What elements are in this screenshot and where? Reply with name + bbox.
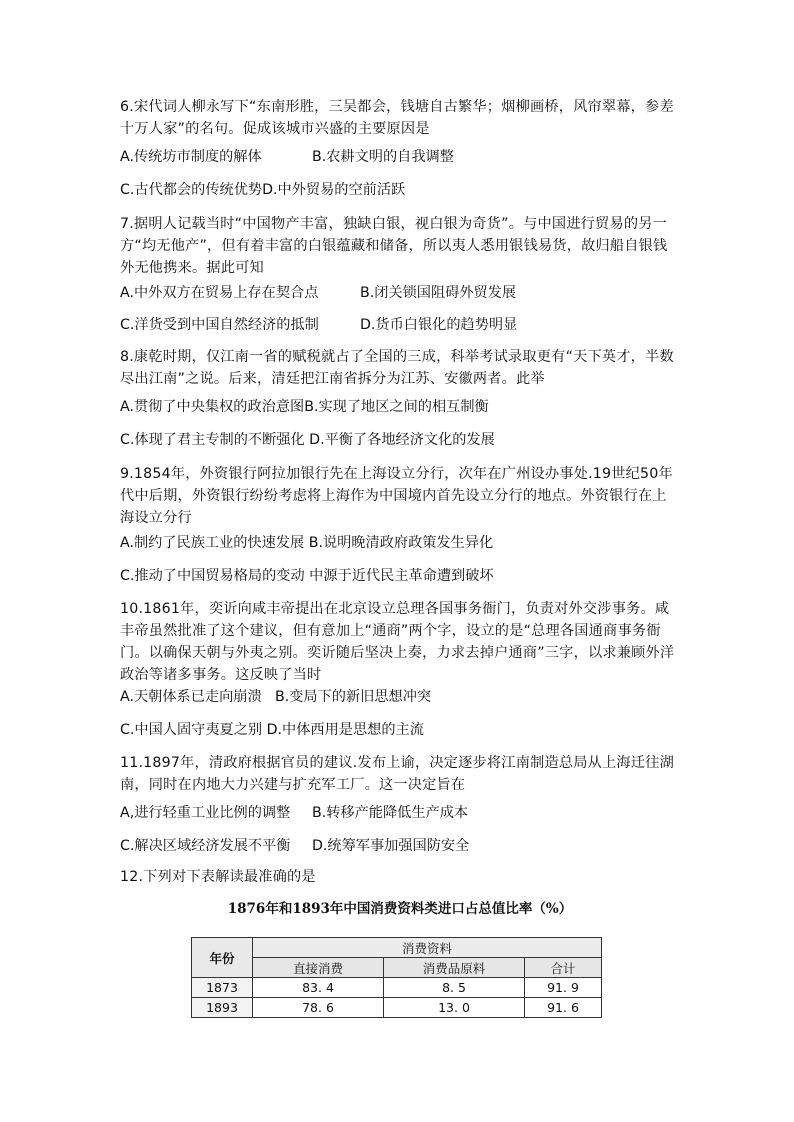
table-row: [192, 978, 602, 998]
option-c-d: C.中国人固守夷夏之别 D.中体西用是思想的主流: [120, 722, 424, 738]
question-7-options-row-2: [120, 314, 680, 336]
question-7-options-row-1: [120, 282, 680, 304]
option-d: D.统筹军事加强国防安全: [312, 838, 470, 854]
option-c: C.解决区域经济发展不平衡: [120, 838, 291, 854]
option-a: A.传统坊市制度的解体: [120, 149, 262, 165]
option-a-b: A.制约了民族工业的快速发展 B.说明晚清政府政策发生异化: [120, 535, 494, 551]
option-d: D.货币白银化的趋势明显: [360, 317, 518, 333]
question-6-options-row-1: [120, 146, 680, 168]
question-9-options-row-2: [120, 565, 680, 587]
option-b: B.变局下的新旧思想冲突: [275, 689, 432, 705]
question-10-options-row-1: [120, 686, 680, 708]
option-a: A.天朝体系已走向崩溃: [120, 689, 262, 705]
question-10-stem: 10.1861年，奕䜣向咸丰帝提出在北京设立总理各国事务衙门，负责对外交涉事务。咸丰帝虽然批准了这个建议，但有意加上“通商”两个字，设立的是“总理各国通商事务衙门。以确保天朝与外夷之别。奕䜣随后坚决上奏，力求去掉户通商”三字，以求兼顾外洋政治等诸多事务。这反映了当时: [120, 601, 675, 683]
table-cell: 13. 0: [384, 998, 525, 1018]
question-8-stem: 8.康乾时期，仅江南一省的赋税就占了全国的三成，科举考试录取更有“天下英才，半数尽出江南”之说。后来，清廷把江南省拆分为江苏、安徽两者。此举: [120, 349, 674, 387]
table-row: [192, 998, 602, 1018]
table-title: 1876年和1893年中国消费资料类进口占总值比率（%）: [227, 901, 573, 917]
table-cell: 8. 5: [384, 978, 525, 998]
table-cell: 83. 4: [253, 978, 384, 998]
option-c-d: C.古代都会的传统优势D.中外贸易的空前活跃: [120, 182, 406, 198]
year-header: 年份: [192, 938, 253, 978]
group-header: 消费资料: [253, 938, 602, 958]
column-header: 直接消费: [253, 958, 384, 978]
question-9-stem: 9.1854年，外资银行阿拉加银行先在上海设立分行，次年在广州设办事处.19世纪50年代中后期，外资银行纷纷考虑将上海作为中国境内首先设立分行的地点。外资银行在上海设立分行: [120, 466, 673, 526]
column-header: 消费品原料: [384, 958, 525, 978]
option-a: A.中外双方在贸易上存在契合点: [120, 285, 319, 301]
question-8-options-row-1: [120, 396, 680, 418]
question-9-options-row-1: [120, 532, 680, 554]
question-6-options-row-2: [120, 179, 680, 201]
question-11-stem: 11.1897年，清政府根据官员的建议.发布上谕，决定逐步将江南制造总局从上海迁往湖南，同时在内地大力兴建与扩充军工厂。这一决定旨在: [120, 755, 674, 793]
option-c-d: C.推动了中国贸易格局的变动 中源于近代民主革命遭到破坏: [120, 568, 494, 584]
table-cell: 91. 9: [525, 978, 602, 998]
table-header-row: [192, 938, 602, 958]
question-12-stem: 12.下列对下表解读最准确的是: [120, 869, 316, 885]
option-c-d: C.体现了君主专制的不断强化 D.平衡了各地经济文化的发展: [120, 432, 495, 448]
table-cell: 78. 6: [253, 998, 384, 1018]
option-b: B.转移产能降低生产成本: [312, 805, 469, 821]
option-b: B.闭关锁国阻碍外贸发展: [360, 285, 517, 301]
option-b: B.农耕文明的自我调整: [312, 149, 454, 165]
table-subheader-row: [192, 958, 602, 978]
question-10-options-row-2: [120, 719, 680, 741]
option-c: C.洋货受到中国自然经济的抵制: [120, 317, 319, 333]
question-6-stem: 6.宋代词人柳永写下“东南形胜，三吴都会，钱塘自古繁华；烟柳画桥，风帘翠幕，参差十万人家”的名句。促成该城市兴盛的主要原因是: [120, 99, 674, 137]
option-a: A,进行轻重工业比例的调整: [120, 805, 291, 821]
table-cell-year: 1873: [192, 978, 253, 998]
column-header: 合计: [525, 958, 602, 978]
option-a-b: A.贯彻了中央集权的政治意图B.实现了地区之间的相互制衡: [120, 399, 489, 415]
table-cell: 91. 6: [525, 998, 602, 1018]
question-8-options-row-2: [120, 429, 680, 451]
question-11-options-row-2: [120, 835, 680, 857]
table-cell-year: 1893: [192, 998, 253, 1018]
question-7-stem: 7.据明人记载当时“中国物产丰富，独缺白银，视白银为奇货”。与中国进行贸易的另一方“均无他产”，但有着丰富的白银蕴藏和储备，所以夷人悉用银钱易货，故归船自银钱外无他携来。据此可知: [120, 216, 668, 276]
question-11-options-row-1: [120, 802, 680, 824]
import-ratio-table: [191, 937, 602, 1018]
